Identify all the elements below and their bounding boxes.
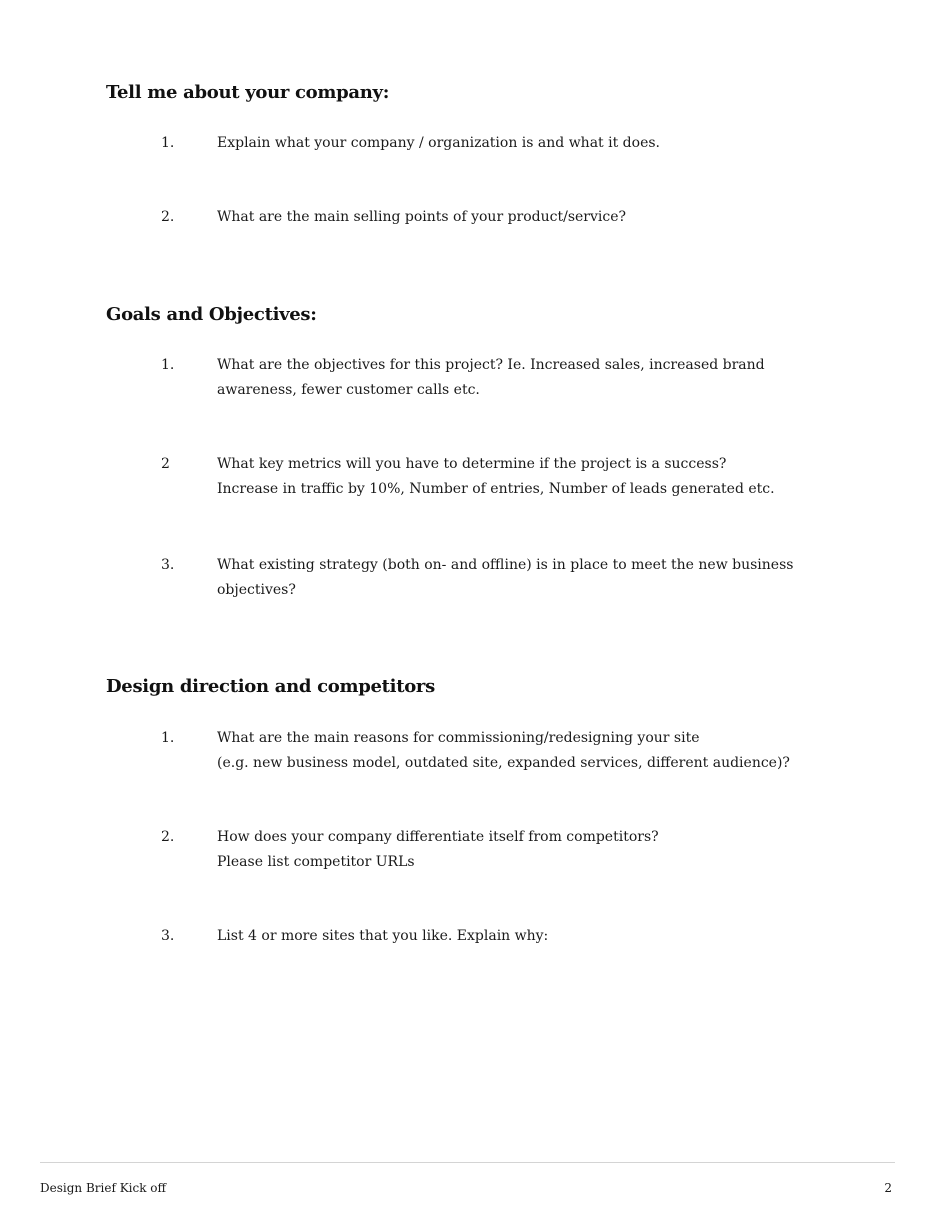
page-number: 2 [884, 1181, 892, 1195]
question-line: objectives? [217, 582, 296, 598]
question-text [217, 131, 777, 156]
question-number: 2. [161, 829, 175, 845]
question-text [217, 205, 777, 230]
question-text [217, 553, 794, 603]
footer-title: Design Brief Kick off [40, 1181, 167, 1195]
question-number: 2 [161, 456, 170, 472]
question-line: What existing strategy (both on- and offline) is in place to meet the new business [217, 557, 794, 573]
question-number: 3. [161, 928, 175, 944]
question-line: List 4 or more sites that you like. Explain why: [217, 928, 549, 944]
footer-divider [40, 1162, 895, 1163]
question-text [217, 452, 777, 502]
question-number: 1. [161, 357, 175, 373]
section-heading-design: Design direction and competitors [106, 676, 435, 697]
question-line: Explain what your company / organization is and what it does. [217, 135, 660, 151]
section-heading-company: Tell me about your company: [106, 82, 390, 103]
question-text [217, 825, 777, 875]
question-text [217, 726, 790, 776]
question-number: 3. [161, 557, 175, 573]
question-line: Increase in traffic by 10%, Number of entries, Number of leads generated etc. [217, 481, 775, 497]
question-line: Please list competitor URLs [217, 854, 415, 870]
question-text [217, 353, 777, 403]
question-line: How does your company differentiate itself from competitors? [217, 829, 659, 845]
question-line: What key metrics will you have to determine if the project is a success? [217, 456, 727, 472]
question-number: 1. [161, 135, 175, 151]
question-line: (e.g. new business model, outdated site, expanded services, different audience)? [217, 755, 790, 771]
question-line: What are the main selling points of your product/service? [217, 209, 627, 225]
question-number: 2. [161, 209, 175, 225]
question-line: What are the objectives for this project? Ie. Increased sales, increased brand [217, 357, 765, 373]
question-text [217, 924, 777, 949]
question-line: awareness, fewer customer calls etc. [217, 382, 480, 398]
question-line: What are the main reasons for commissioning/redesigning your site [217, 730, 700, 746]
question-number: 1. [161, 730, 175, 746]
section-heading-goals: Goals and Objectives: [106, 304, 317, 325]
